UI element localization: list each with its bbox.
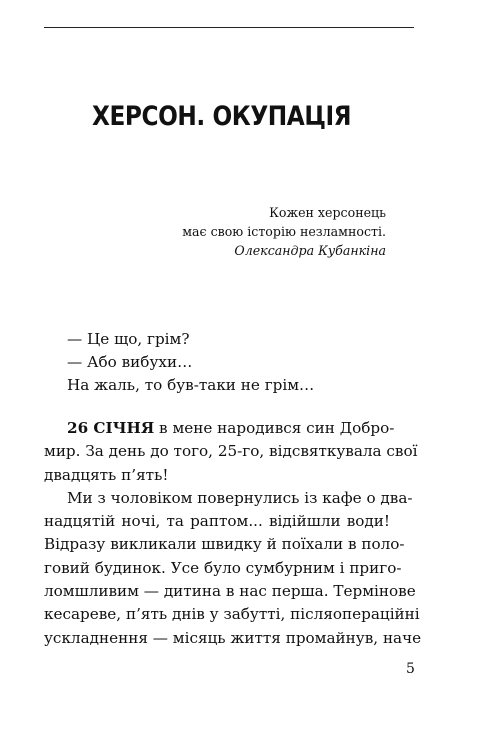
paragraph-2-line: ломшливим — дитина в нас перша. Термінове (44, 582, 416, 601)
epigraph (182, 203, 386, 260)
body-text (44, 417, 422, 650)
paragraph-2-line: говий будинок. Усе було сумбурним і приго- (44, 558, 402, 577)
paragraph-2-line: Ми з чоловіком повернулись із кафе о два- (67, 488, 413, 507)
dialogue-line: На жаль, то був-таки не грім… (67, 376, 315, 394)
page-number: 5 (406, 661, 415, 677)
dialogue-line: — Або вибухи… (67, 353, 193, 371)
paragraph-2-line: надцятій ночі, та раптом... відійшли води! (44, 512, 390, 531)
chapter-title: ХЕРСОН. ОКУПАЦІЯ (92, 101, 352, 132)
date-heading: 26 СІЧНЯ (67, 419, 155, 437)
epigraph-line: Кожен херсонець (269, 205, 386, 220)
opening-dialogue (67, 328, 314, 397)
epigraph-line: має свою історію незламності. (182, 224, 386, 239)
paragraph-1-line: двадцять п’ять! (44, 465, 169, 484)
dialogue-line: — Це що, грім? (67, 330, 190, 348)
header-rule (44, 27, 414, 28)
paragraph-2-line: Відразу викликали швидку й поїхали в поло- (44, 535, 405, 554)
paragraph-2-line: ускладнення — місяць життя промайнув, наче (44, 628, 422, 647)
paragraph-text: в мене народився син Добро- (154, 419, 395, 437)
paragraph-1-line (44, 417, 395, 440)
paragraph-2-line: кесареве, п’ять днів у забутті, післяопераційні (44, 605, 420, 624)
epigraph-author: Олександра Кубанкіна (234, 243, 386, 258)
paragraph-1-line: мир. За день до того, 25-го, відсвяткувала свої (44, 442, 418, 461)
